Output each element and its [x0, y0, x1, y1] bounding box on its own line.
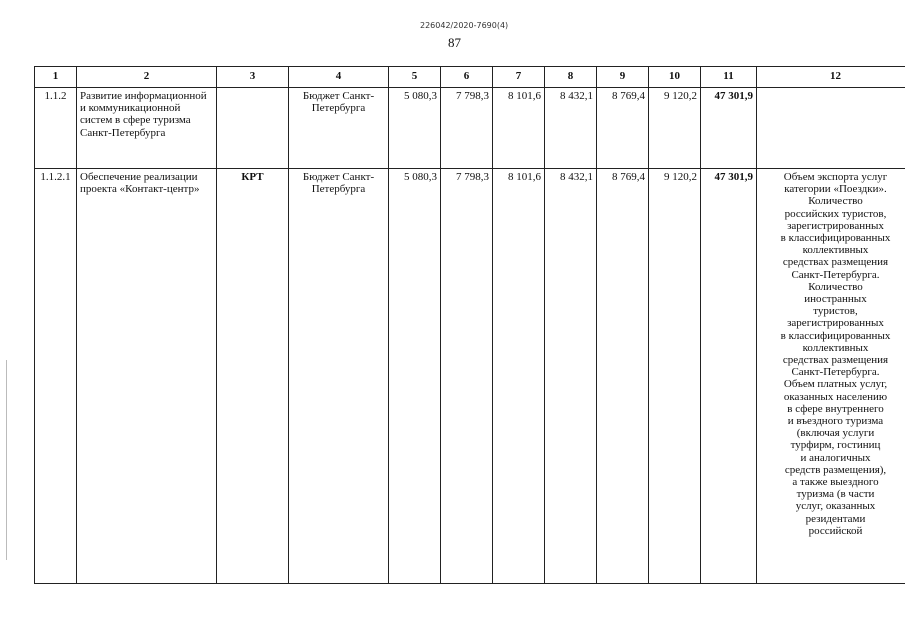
- column-header: 3: [217, 67, 289, 88]
- column-header: 8: [545, 67, 597, 88]
- column-header: 12: [757, 67, 905, 88]
- amount-cell: 5 080,3: [389, 169, 441, 584]
- activity-name: Обеспечение реализации проекта «Контакт-центр»: [77, 169, 217, 584]
- column-header: 9: [597, 67, 649, 88]
- column-header: 10: [649, 67, 701, 88]
- funding-source: Бюджет Санкт-Петербурга: [289, 169, 389, 584]
- column-header: 11: [701, 67, 757, 88]
- amount-cell: 5 080,3: [389, 88, 441, 169]
- row-number: 1.1.2.1: [35, 169, 77, 584]
- amount-cell: 8 432,1: [545, 169, 597, 584]
- executor: КРТ: [217, 169, 289, 584]
- amount-cell: 9 120,2: [649, 88, 701, 169]
- amount-cell: 7 798,3: [441, 169, 493, 584]
- funding-source: Бюджет Санкт-Петербурга: [289, 88, 389, 169]
- amount-cell: 8 101,6: [493, 88, 545, 169]
- amount-cell: 7 798,3: [441, 88, 493, 169]
- column-header: 6: [441, 67, 493, 88]
- amount-cell: 8 432,1: [545, 88, 597, 169]
- amount-cell: 8 101,6: [493, 169, 545, 584]
- executor: [217, 88, 289, 169]
- column-header: 2: [77, 67, 217, 88]
- total-cell: 47 301,9: [701, 88, 757, 169]
- row-number: 1.1.2: [35, 88, 77, 169]
- page-number: 87: [448, 35, 461, 50]
- activity-name: Развитие информационной и коммуникационной систем в сфере туризма Санкт-Петербурга: [77, 88, 217, 169]
- column-header: 7: [493, 67, 545, 88]
- budget-table: [34, 66, 905, 584]
- header-row: [35, 67, 905, 88]
- column-header: 1: [35, 67, 77, 88]
- column-header: 5: [389, 67, 441, 88]
- amount-cell: 8 769,4: [597, 169, 649, 584]
- amount-cell: 8 769,4: [597, 88, 649, 169]
- table-row: [35, 88, 905, 169]
- table-row: [35, 169, 905, 584]
- column-header: 4: [289, 67, 389, 88]
- amount-cell: 9 120,2: [649, 169, 701, 584]
- document-code: 226042/2020-7690(4): [420, 21, 509, 30]
- total-cell: 47 301,9: [701, 169, 757, 584]
- scan-edge-line: [6, 360, 7, 560]
- indicators-cell: Объем экспорта услуг категории «Поездки». Количество российских туристов, зарегистрированных в классифицированных коллективных средствах размещения Санкт-Петербурга. Количество иностранных туристов, зарегистрированных в классифицированных коллективных средствах размещения Санкт-Петербурга. Объем платных услуг, оказанных населению в сфере внутреннего и въездного туризма (включая услуги турфирм, гостиниц и аналогичных средств размещения), а также выездного туризма (в части услуг, оказанных резидентами российской: [757, 169, 905, 584]
- indicators-cell: [757, 88, 905, 169]
